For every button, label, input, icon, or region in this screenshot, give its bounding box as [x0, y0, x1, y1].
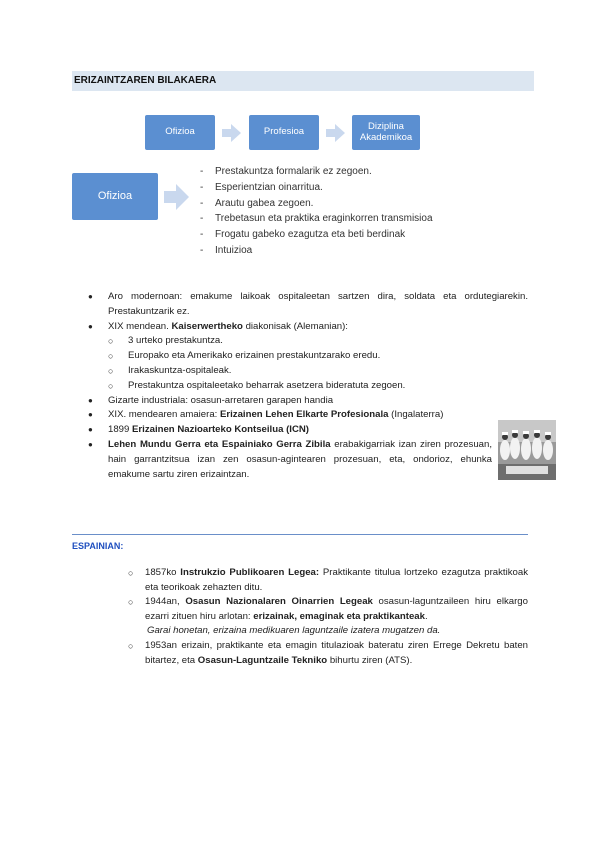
properties-list	[200, 164, 433, 259]
list-item	[88, 408, 492, 423]
sub-list-item: ○ Irakaskuntza-ospitaleak.	[88, 364, 528, 379]
list-item	[88, 320, 528, 394]
list-item-text: 1899	[108, 424, 133, 436]
section-title: ERIZAINTZAREN BILAKAERA	[72, 71, 534, 91]
list-item-text: XIX mendean.	[108, 320, 172, 332]
list-item-note: Garai honetan, erizaina medikuaren laguntzaile izatera mugatzen da.	[147, 625, 441, 637]
list-item: - Frogatu gabeko ezagutza eta beti berdinak	[200, 227, 433, 243]
list-item-text: Gizarte industriala: osasun-arretaren garapen handia	[108, 394, 334, 406]
list-item-bold: Kaiserwertheko	[171, 320, 243, 332]
list-item-bold: Erizainen Lehen Elkarte Profesionala	[220, 409, 389, 421]
list-item: - Prestakuntza formalarik ez zegoen.	[200, 164, 433, 180]
flow-start-box: Ofizioa	[72, 173, 158, 220]
nurses-photo	[498, 420, 556, 480]
list-item-text: diakonisak (Alemanian):	[242, 320, 348, 332]
list-item-text: 1953an erizain, praktikante eta emagin titulazioak bateratu ziren Errege Dekretu baten bitartez, eta	[145, 639, 528, 666]
list-item-bold: Erizainen Nazioarteko Kontseilua (ICN)	[132, 424, 309, 436]
list-item	[88, 423, 528, 438]
spain-list	[128, 566, 528, 668]
list-item: - Esperientzian oinarritua.	[200, 180, 433, 196]
list-item: - Intuizioa	[200, 243, 433, 259]
list-item-bold: Instrukzio Publikoaren Legea:	[180, 567, 320, 578]
sub-list	[88, 334, 528, 393]
list-item-text: (Ingalaterra)	[388, 409, 444, 421]
arrow-right-icon	[164, 183, 190, 211]
list-item	[88, 394, 528, 409]
list-item	[88, 290, 528, 320]
list-item-bold: Lehen Mundu Gerra eta Espainiako Gerra Zibila	[108, 438, 331, 450]
section-divider	[72, 534, 528, 535]
list-item-text: Aro modernoan: emakume laikoak ospitaleetan sartzen dira, soldata eta ordutegiarekin. Prestakuntzarik ez.	[108, 291, 528, 317]
list-item-text: bihurtu ziren (ATS).	[327, 654, 413, 666]
flow-step-2: Profesioa	[249, 115, 319, 150]
list-item-text: Praktikante titulua lortzeko ezagutza praktikoak eta teorikoak zehazten ditu.	[145, 567, 528, 593]
arrow-right-icon	[222, 123, 242, 143]
history-list	[88, 290, 528, 482]
list-item-text: osasun-laguntzaileen hiru elkargo ezarri zituen hiru arlotan:	[145, 596, 528, 622]
list-item	[128, 595, 528, 639]
list-item	[128, 639, 528, 668]
flow-step-3: Diziplina Akademikoa	[352, 115, 420, 150]
list-item-bold: Osasun-Laguntzaile Tekniko	[197, 654, 328, 666]
list-item: - Arautu gabea zegoen.	[200, 196, 433, 212]
sub-list-item: ○ 3 urteko prestakuntza.	[88, 334, 528, 349]
list-item-bold: Osasun Nazionalaren Oinarrien Legeak	[185, 596, 373, 608]
arrow-right-icon	[326, 123, 346, 143]
flow-step-1: Ofizioa	[145, 115, 215, 150]
list-item-text: .	[424, 610, 428, 622]
list-item	[88, 438, 492, 482]
list-item-text: 1857ko	[145, 567, 181, 578]
list-item	[128, 566, 528, 595]
list-item-bold: erizainak, emaginak eta praktikanteak	[253, 610, 425, 622]
sub-list-item: ○ Prestakuntza ospitaleetako beharrak asetzera bideratuta zegoen.	[88, 379, 528, 394]
list-item-text: XIX. mendearen amaiera:	[108, 409, 220, 421]
sub-list-item: ○ Europako eta Amerikako erizainen prestakuntzarako eredu.	[88, 349, 528, 364]
list-item-text: erabakigarriak izan ziren prozesuan, hain garrantzitsua izan zen osasun-agintearen prozesuan, eta, ondorioz, ehunka emakume sartu ziren erizaintzan.	[108, 438, 492, 480]
section-heading: ESPAINIAN:	[72, 541, 124, 551]
list-item: - Trebetasun eta praktika eraginkorren transmisioa	[200, 211, 433, 227]
list-item-text: 1944an,	[145, 596, 186, 608]
